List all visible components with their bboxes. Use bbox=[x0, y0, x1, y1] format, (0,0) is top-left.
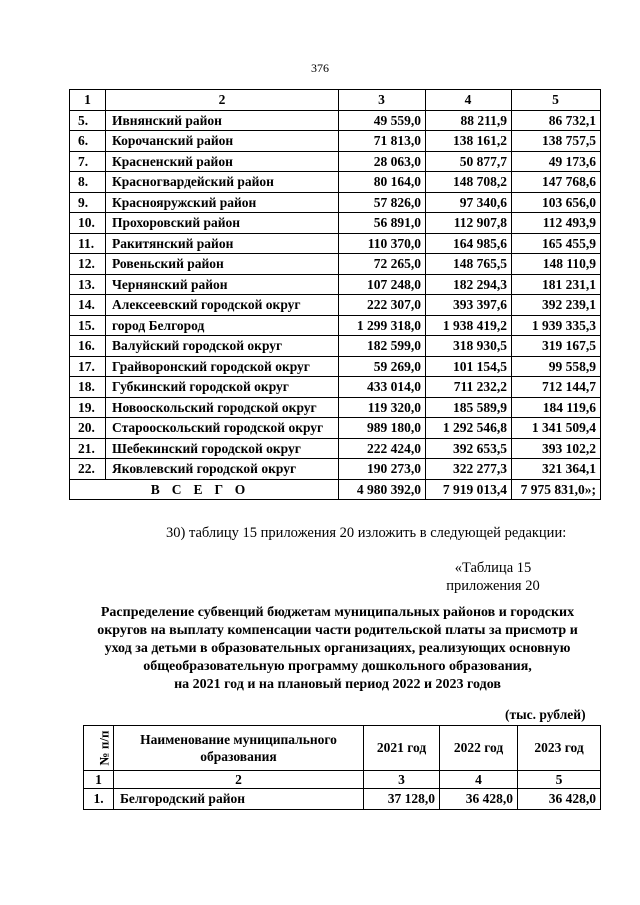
total-row bbox=[70, 479, 601, 500]
row-number: 10. bbox=[70, 213, 106, 234]
district-name: город Белгород bbox=[106, 315, 339, 336]
total-value: 7 975 831,0»; bbox=[512, 479, 601, 500]
table-row bbox=[70, 254, 601, 275]
district-name: Белгородский район bbox=[114, 789, 364, 810]
table-row bbox=[70, 356, 601, 377]
row-number: 6. bbox=[70, 131, 106, 152]
district-name: Ракитянский район bbox=[106, 233, 339, 254]
value-2022: 318 930,5 bbox=[426, 336, 512, 357]
row-number: 14. bbox=[70, 295, 106, 316]
heading-line: Распределение субвенций бюджетам муниципальных районов и городских bbox=[100, 605, 575, 620]
table-reference bbox=[418, 559, 568, 595]
value-2022: 182 294,3 bbox=[426, 274, 512, 295]
value-2022: 393 397,6 bbox=[426, 295, 512, 316]
district-name: Яковлевский городской округ bbox=[106, 459, 339, 480]
table-row bbox=[70, 233, 601, 254]
row-number: 17. bbox=[70, 356, 106, 377]
value-2021: 119 320,0 bbox=[339, 397, 426, 418]
heading-line: округов на выплату компенсации части родительской платы за присмотр и bbox=[97, 623, 578, 638]
value-2022: 101 154,5 bbox=[426, 356, 512, 377]
district-name: Краснояружский район bbox=[106, 192, 339, 213]
value-2022: 112 907,8 bbox=[426, 213, 512, 234]
value-2021: 110 370,0 bbox=[339, 233, 426, 254]
value-2023: 392 239,1 bbox=[512, 295, 601, 316]
district-name: Губкинский городской округ bbox=[106, 377, 339, 398]
value-2022: 322 277,3 bbox=[426, 459, 512, 480]
value-2021: 71 813,0 bbox=[339, 131, 426, 152]
row-number: 1. bbox=[84, 789, 114, 810]
heading-line: уход за детьми в образовательных организациях, реализующих основную bbox=[104, 641, 571, 656]
table-row bbox=[70, 377, 601, 398]
district-name: Красногвардейский район bbox=[106, 172, 339, 193]
table1-header-cell: 4 bbox=[426, 90, 512, 111]
row-number: 7. bbox=[70, 151, 106, 172]
value-2022: 36 428,0 bbox=[440, 789, 518, 810]
table-row bbox=[70, 131, 601, 152]
column-number: 4 bbox=[440, 771, 518, 789]
subsidy-table-15 bbox=[83, 725, 601, 810]
value-2021: 433 014,0 bbox=[339, 377, 426, 398]
year-column-header: 2022 год bbox=[440, 726, 518, 771]
value-2023: 165 455,9 bbox=[512, 233, 601, 254]
value-2023: 49 173,6 bbox=[512, 151, 601, 172]
row-number: 20. bbox=[70, 418, 106, 439]
value-2023: 321 364,1 bbox=[512, 459, 601, 480]
value-2023: 86 732,1 bbox=[512, 110, 601, 131]
value-2022: 711 232,2 bbox=[426, 377, 512, 398]
district-name: Новооскольский городской округ bbox=[106, 397, 339, 418]
row-number: 19. bbox=[70, 397, 106, 418]
district-name: Корочанский район bbox=[106, 131, 339, 152]
value-2022: 392 653,5 bbox=[426, 438, 512, 459]
table-row bbox=[70, 274, 601, 295]
value-2021: 80 164,0 bbox=[339, 172, 426, 193]
value-2021: 49 559,0 bbox=[339, 110, 426, 131]
table-heading bbox=[60, 604, 615, 694]
table1-header-cell: 2 bbox=[106, 90, 339, 111]
value-2021: 989 180,0 bbox=[339, 418, 426, 439]
value-2021: 59 269,0 bbox=[339, 356, 426, 377]
value-2023: 393 102,2 bbox=[512, 438, 601, 459]
column-number: 1 bbox=[84, 771, 114, 789]
row-number: 21. bbox=[70, 438, 106, 459]
value-2023: 712 144,7 bbox=[512, 377, 601, 398]
value-2023: 99 558,9 bbox=[512, 356, 601, 377]
value-2023: 36 428,0 bbox=[518, 789, 601, 810]
value-2022: 164 985,6 bbox=[426, 233, 512, 254]
value-2023: 103 656,0 bbox=[512, 192, 601, 213]
table-row bbox=[84, 789, 601, 810]
total-value: 7 919 013,4 bbox=[426, 479, 512, 500]
row-number: 13. bbox=[70, 274, 106, 295]
district-name: Алексеевский городской округ bbox=[106, 295, 339, 316]
district-name: Старооскольский городской округ bbox=[106, 418, 339, 439]
value-2023: 138 757,5 bbox=[512, 131, 601, 152]
row-number: 5. bbox=[70, 110, 106, 131]
value-2023: 112 493,9 bbox=[512, 213, 601, 234]
subsidy-table-continued bbox=[69, 89, 601, 500]
value-2021: 72 265,0 bbox=[339, 254, 426, 275]
value-2022: 148 765,5 bbox=[426, 254, 512, 275]
value-2022: 185 589,9 bbox=[426, 397, 512, 418]
value-2023: 147 768,6 bbox=[512, 172, 601, 193]
row-number: 16. bbox=[70, 336, 106, 357]
year-column-header: 2021 год bbox=[364, 726, 440, 771]
value-2023: 1 341 509,4 bbox=[512, 418, 601, 439]
district-name: Красненский район bbox=[106, 151, 339, 172]
value-2023: 319 167,5 bbox=[512, 336, 601, 357]
table-row bbox=[70, 336, 601, 357]
value-2021: 222 424,0 bbox=[339, 438, 426, 459]
row-number: 9. bbox=[70, 192, 106, 213]
table-row bbox=[70, 438, 601, 459]
district-name: Валуйский городской округ bbox=[106, 336, 339, 357]
column-number: 2 bbox=[114, 771, 364, 789]
table-row bbox=[70, 151, 601, 172]
district-name: Ивнянский район bbox=[106, 110, 339, 131]
heading-line: на 2021 год и на плановый период 2022 и 2023 годов bbox=[174, 677, 501, 692]
value-2022: 1 938 419,2 bbox=[426, 315, 512, 336]
table-reference-line: «Таблица 15 bbox=[454, 560, 532, 576]
total-label: ВСЕГО bbox=[70, 479, 339, 500]
row-number: 22. bbox=[70, 459, 106, 480]
district-name: Шебекинский городской округ bbox=[106, 438, 339, 459]
district-name: Ровеньский район bbox=[106, 254, 339, 275]
table2-header-row bbox=[84, 726, 601, 771]
value-2021: 107 248,0 bbox=[339, 274, 426, 295]
num-column-header: № п/п bbox=[84, 726, 114, 771]
value-2022: 50 877,7 bbox=[426, 151, 512, 172]
district-name: Грайворонский городской округ bbox=[106, 356, 339, 377]
value-2022: 1 292 546,8 bbox=[426, 418, 512, 439]
value-2022: 88 211,9 bbox=[426, 110, 512, 131]
district-name: Чернянский район bbox=[106, 274, 339, 295]
page-number: 376 bbox=[311, 61, 329, 75]
row-number: 12. bbox=[70, 254, 106, 275]
value-2021: 28 063,0 bbox=[339, 151, 426, 172]
row-number: 15. bbox=[70, 315, 106, 336]
year-column-header: 2023 год bbox=[518, 726, 601, 771]
district-name: Прохоровский район bbox=[106, 213, 339, 234]
value-2021: 222 307,0 bbox=[339, 295, 426, 316]
amendment-instruction: 30) таблицу 15 приложения 20 изложить в следующей редакции: bbox=[166, 525, 567, 541]
units-label: (тыс. рублей) bbox=[505, 707, 586, 722]
table2-column-numbers bbox=[84, 771, 601, 789]
value-2023: 184 119,6 bbox=[512, 397, 601, 418]
table-row bbox=[70, 315, 601, 336]
table-row bbox=[70, 192, 601, 213]
table1-header-cell: 3 bbox=[339, 90, 426, 111]
name-column-header: Наименование муниципального образования bbox=[114, 726, 364, 771]
table-row bbox=[70, 172, 601, 193]
value-2022: 148 708,2 bbox=[426, 172, 512, 193]
value-2023: 1 939 335,3 bbox=[512, 315, 601, 336]
column-number: 3 bbox=[364, 771, 440, 789]
value-2023: 148 110,9 bbox=[512, 254, 601, 275]
table1-header-cell: 5 bbox=[512, 90, 601, 111]
heading-line: общеобразовательную программу дошкольного образования, bbox=[143, 659, 532, 674]
value-2021: 1 299 318,0 bbox=[339, 315, 426, 336]
value-2023: 181 231,1 bbox=[512, 274, 601, 295]
value-2021: 57 826,0 bbox=[339, 192, 426, 213]
value-2021: 190 273,0 bbox=[339, 459, 426, 480]
table1-header-row bbox=[70, 90, 601, 111]
total-value: 4 980 392,0 bbox=[339, 479, 426, 500]
row-number: 8. bbox=[70, 172, 106, 193]
table-reference-line: приложения 20 bbox=[446, 578, 540, 594]
value-2021: 56 891,0 bbox=[339, 213, 426, 234]
value-2022: 138 161,2 bbox=[426, 131, 512, 152]
value-2021: 37 128,0 bbox=[364, 789, 440, 810]
value-2022: 97 340,6 bbox=[426, 192, 512, 213]
table-row bbox=[70, 110, 601, 131]
table-row bbox=[70, 418, 601, 439]
row-number: 11. bbox=[70, 233, 106, 254]
table-row bbox=[70, 397, 601, 418]
row-number: 18. bbox=[70, 377, 106, 398]
column-number: 5 bbox=[518, 771, 601, 789]
value-2021: 182 599,0 bbox=[339, 336, 426, 357]
table-row bbox=[70, 295, 601, 316]
table-row bbox=[70, 459, 601, 480]
table1-header-cell: 1 bbox=[70, 90, 106, 111]
table-row bbox=[70, 213, 601, 234]
